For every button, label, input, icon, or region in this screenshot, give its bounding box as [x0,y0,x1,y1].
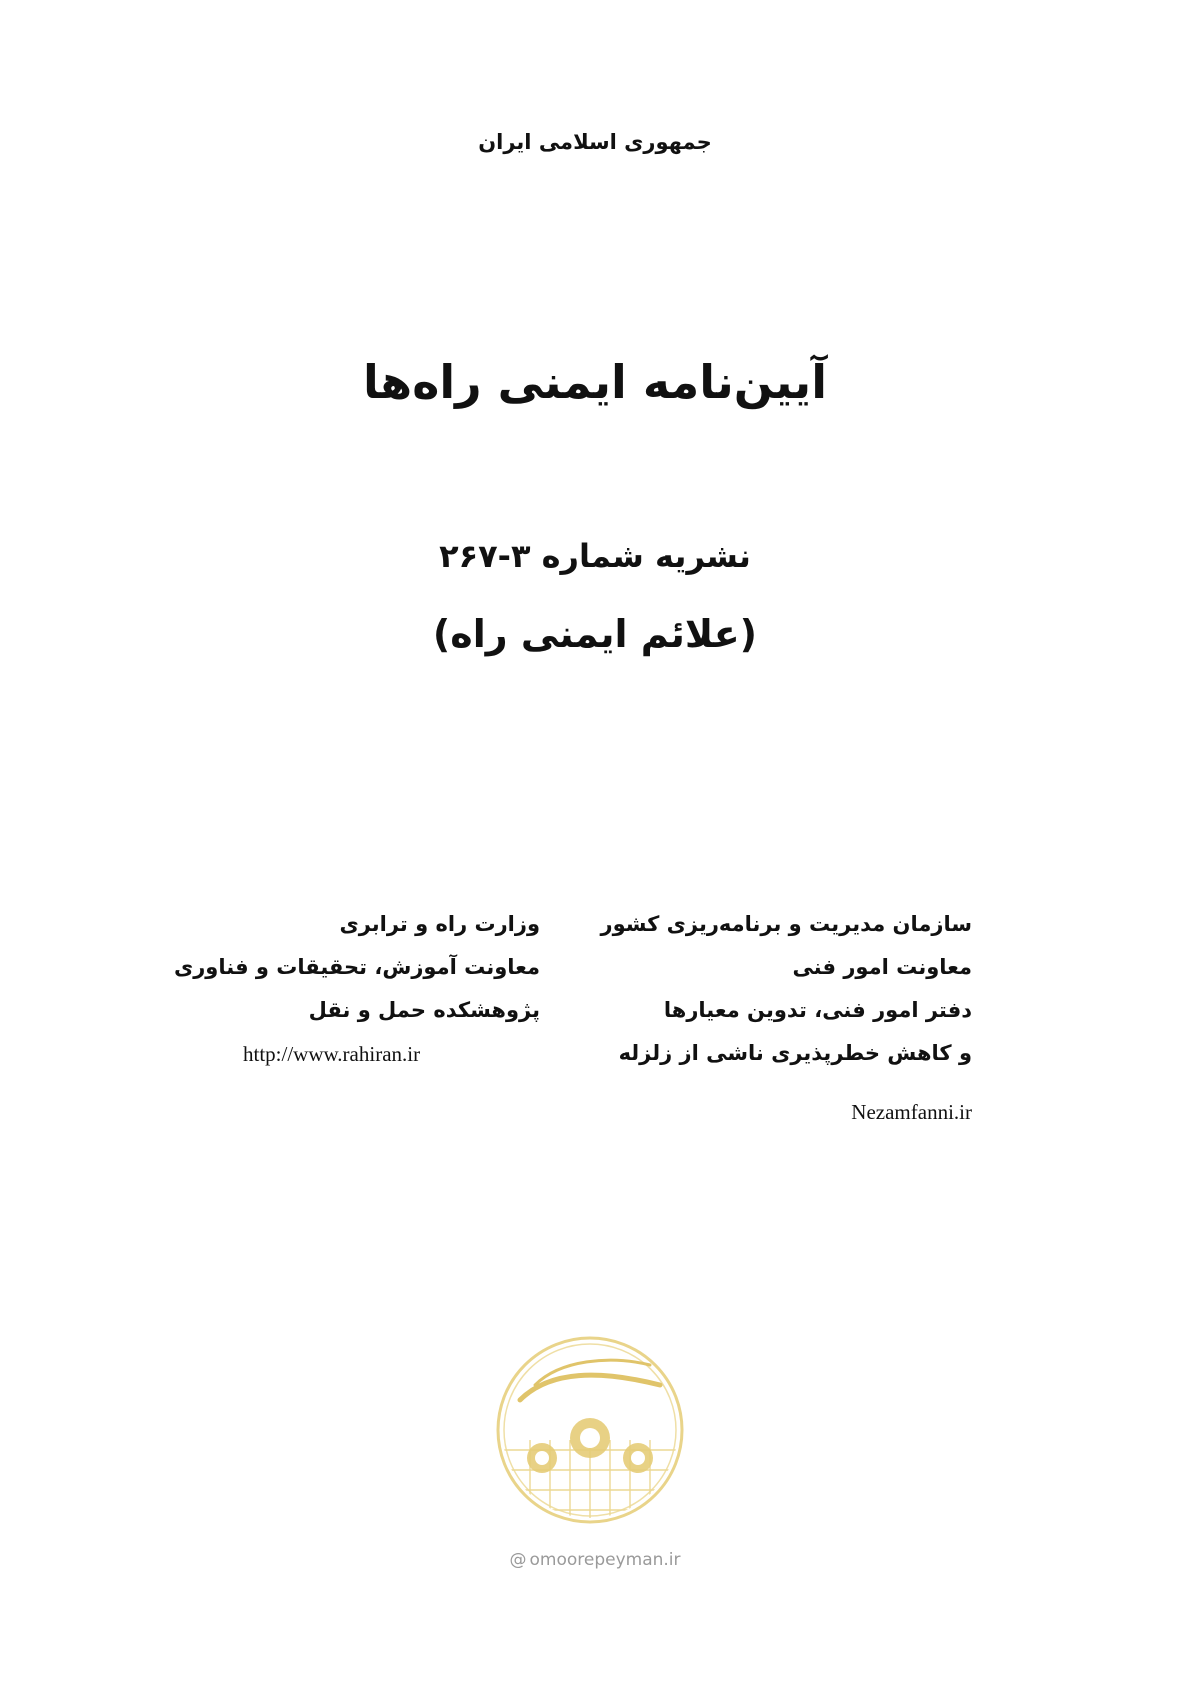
org-left-line-3: پژوهشکده حمل و نقل [308,998,540,1022]
org-right-line-4: و کاهش خطرپذیری ناشی از زلزله [618,1041,972,1065]
document-title: آیین‌نامه ایمنی راه‌ها [363,355,827,409]
org-block-left [120,903,540,1032]
org-right-line-3: دفتر امور فنی، تدوین معیارها [663,998,972,1022]
rahiran-link[interactable]: http://www.rahiran.ir [243,1042,421,1066]
org-right-line-2: معاونت امور فنی [792,955,972,979]
header-republic: جمهوری اسلامی ایران [478,130,712,154]
seal-icon [490,1330,690,1530]
org-right-line-1: سازمان مدیریت و برنامه‌ریزی کشور [600,912,972,936]
org-left-line-1: وزارت راه و ترابری [339,912,540,936]
nezamfanni-link[interactable]: Nezamfanni.ir [851,1100,972,1124]
publication-number: نشریه شماره ۳-۲۶۷ [439,537,751,575]
publication-subtitle: (علائم ایمنی راه) [432,612,758,656]
org-left-line-2: معاونت آموزش، تحقیقات و فناوری [173,955,540,979]
at-sign-icon: @ [509,1550,527,1570]
watermark-caption-text: omoorepeyman.ir [529,1550,681,1570]
watermark-seal-logo [490,1330,690,1530]
watermark-caption [0,1550,1190,1570]
org-block-right [552,903,972,1075]
